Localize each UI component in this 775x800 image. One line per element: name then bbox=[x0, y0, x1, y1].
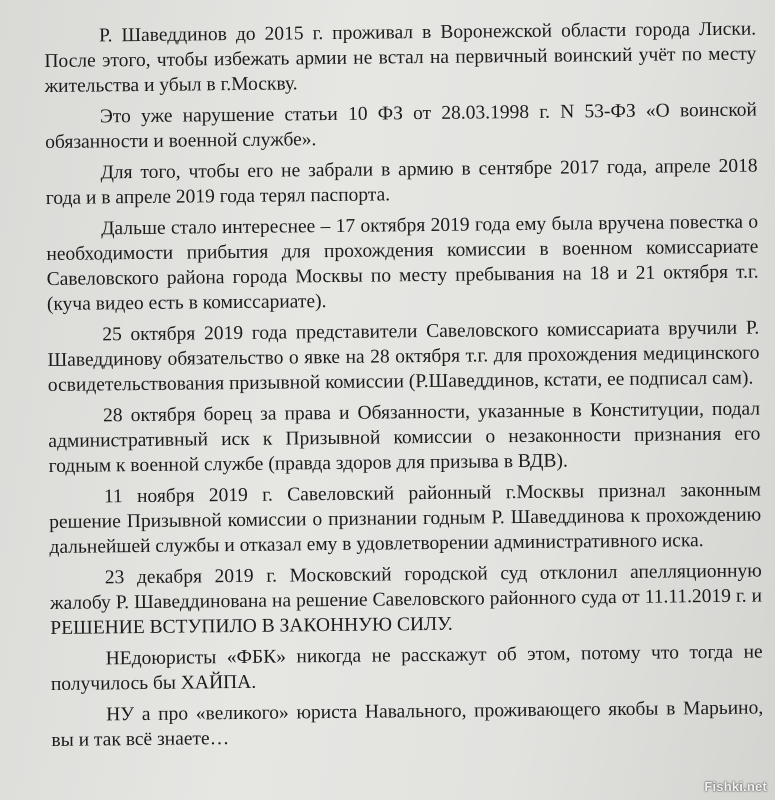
paragraph-9: НЕдоюристы «ФБК» никогда не расскажут об этом, потому что тогда не получилось бы ХАЙПА. bbox=[50, 641, 763, 695]
paragraph-1: Р. Шаведдинов до 2015 г. проживал в Воронежской области города Лиски. После этого, чтобы избежать армии не встал на первичный воинский учёт по месту жительства и убыл в г.Москву. bbox=[44, 18, 757, 97]
paragraph-6: 28 октября борец за права и Обязанности, указанные в Конституции, подал административный иск к Призывной комиссии о незаконности признания его годным к военной службе (правда здоров для призыва в ВДВ). bbox=[48, 398, 761, 477]
paragraph-8: 23 декабря 2019 г. Московский городской суд отклонил апелляционную жалобу Р. Шаведдинована на решение Савеловского районного суда от 11.11.2019 г. и РЕШЕНИЕ ВСТУПИЛО В ЗАКОННУЮ СИЛУ. bbox=[49, 560, 763, 639]
document-body bbox=[44, 17, 764, 757]
paragraph-4: Дальше стало интереснее – 17 октября 2019 года ему была вручена повестка о необходимости прибытия для прохождения комиссии в военном комиссариате Савеловского района города Москвы по месту пребывания на 18 и 21 октября т.г. (куча видео есть в комиссариате). bbox=[46, 211, 759, 315]
paragraph-5: 25 октября 2019 года представители Савеловского комиссариата вручили Р. Шаведдинову обязательство о явке на 28 октября т.г. для прохождения медицинского освидетельствования призывной комиссии (Р.Шаведдинов, кстати, ее подписал сам). bbox=[47, 317, 760, 396]
watermark-logo: Fishki.net bbox=[704, 779, 767, 794]
paragraph-3: Для того, чтобы его не забрали в армию в сентябре 2017 года, апреле 2018 года и в апреле 2019 года терял паспорта. bbox=[45, 155, 758, 209]
paragraph-7: 11 ноября 2019 г. Савеловский районный г.Москвы признал законным решение Призывной комиссии о признании годным Р. Шаведдинова к прохождению дальнейшей службы и отказал ему в удовлетворении административного иска. bbox=[49, 479, 762, 558]
paragraph-2: Это уже нарушение статьи 10 ФЗ от 28.03.1998 г. N 53-ФЗ «О воинской обязанности и военной службе». bbox=[45, 99, 758, 153]
paragraph-10: НУ а про «великого» юриста Навального, проживающего якобы в Марьино, вы и так всё знаете… bbox=[51, 697, 764, 751]
